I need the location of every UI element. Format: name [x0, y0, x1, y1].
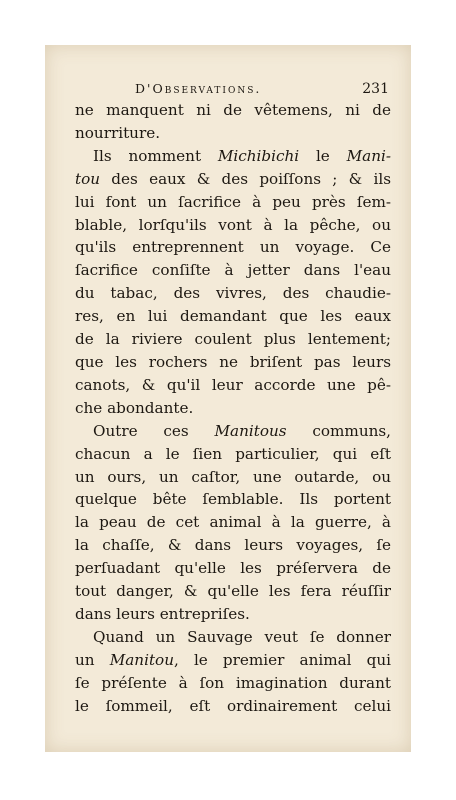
text-run: , le premier animal qui: [173, 650, 391, 669]
text-line: [75, 374, 391, 397]
text-line: [75, 672, 391, 695]
text-run: ne manquent ni de vêtemens, ni de: [75, 101, 391, 119]
italic-word: tou: [75, 169, 101, 188]
text-run: canots, & qu'il leur accorde une pê-: [75, 375, 391, 394]
text-line: [75, 168, 391, 191]
text-line: [75, 511, 391, 534]
text-line: [75, 420, 391, 443]
text-run: Ils nomment: [93, 146, 218, 165]
text-run: du tabac, des vivres, des chaudie-: [75, 284, 391, 303]
text-line: [75, 99, 391, 122]
running-title: D'Observations.: [135, 81, 262, 96]
text-line: [75, 351, 391, 374]
text-line: [75, 397, 391, 420]
text-run: Outre ces: [93, 421, 215, 440]
text-run: dans leurs entrepriſes.: [75, 604, 250, 623]
text-run: qu'ils entreprennent un voyage. Ce: [75, 238, 391, 257]
italic-word: Mani-: [346, 146, 391, 165]
text-run: un: [75, 650, 110, 669]
italic-word: Manitou: [109, 650, 174, 669]
page-text: [75, 81, 391, 717]
text-run: des eaux & des poiſſons ; & ils: [100, 169, 391, 188]
book-page: [45, 45, 411, 752]
text-line: [75, 580, 391, 603]
text-run: lui font un ſacrifice à peu près ſem-: [75, 192, 391, 211]
text-line: [75, 305, 391, 328]
text-run: blable, lorſqu'ils vont à la pêche, ou: [75, 215, 391, 234]
italic-word: Manitous: [214, 421, 287, 440]
running-head: [75, 81, 391, 99]
text-run: perſuadant qu'elle les préſervera de: [75, 559, 391, 578]
text-line: [75, 603, 391, 626]
text-line: [75, 122, 391, 145]
italic-word: Michibichi: [217, 146, 300, 165]
text-line: [75, 145, 391, 168]
text-run: res, en lui demandant que les eaux: [75, 307, 391, 326]
text-line: [75, 649, 391, 672]
text-run: le: [299, 146, 347, 165]
text-run: de la riviere coulent plus lentement;: [75, 330, 391, 349]
text-line: [75, 259, 391, 282]
text-run: le ſommeil, eſt ordinairement celui: [75, 696, 391, 715]
text-line: [75, 488, 391, 511]
page-number: 231: [362, 81, 389, 97]
text-line: [75, 626, 391, 649]
text-run: chacun a le ſien particulier, qui eſt: [75, 444, 391, 463]
text-line: [75, 282, 391, 305]
text-line: [75, 443, 391, 466]
text-run: quelque bête ſemblable. Ils portent: [75, 490, 391, 509]
text-line: [75, 191, 391, 214]
body-text: [75, 99, 391, 717]
text-run: nourriture.: [75, 123, 161, 142]
text-run: che abondante.: [75, 398, 194, 417]
text-run: la chaſſe, & dans leurs voyages, ſe: [75, 536, 391, 555]
text-line: [75, 328, 391, 351]
text-line: [75, 534, 391, 557]
text-run: communs,: [286, 421, 391, 440]
text-run: la peau de cet animal à la guerre, à: [75, 513, 391, 532]
text-line: [75, 236, 391, 259]
text-run: ſe préſente à ſon imagination durant: [75, 673, 391, 692]
text-run: que les rochers ne briſent pas leurs: [75, 352, 391, 371]
text-run: un ours, un caſtor, une outarde, ou: [75, 467, 391, 486]
text-run: Quand un Sauvage veut ſe donner: [93, 627, 391, 646]
text-line: [75, 695, 391, 718]
text-run: tout danger, & qu'elle les fera réuſſir: [75, 582, 391, 601]
text-line: [75, 214, 391, 237]
text-line: [75, 557, 391, 580]
text-line: [75, 466, 391, 489]
text-run: ſacrifice conſiſte à jetter dans l'eau: [75, 261, 391, 280]
